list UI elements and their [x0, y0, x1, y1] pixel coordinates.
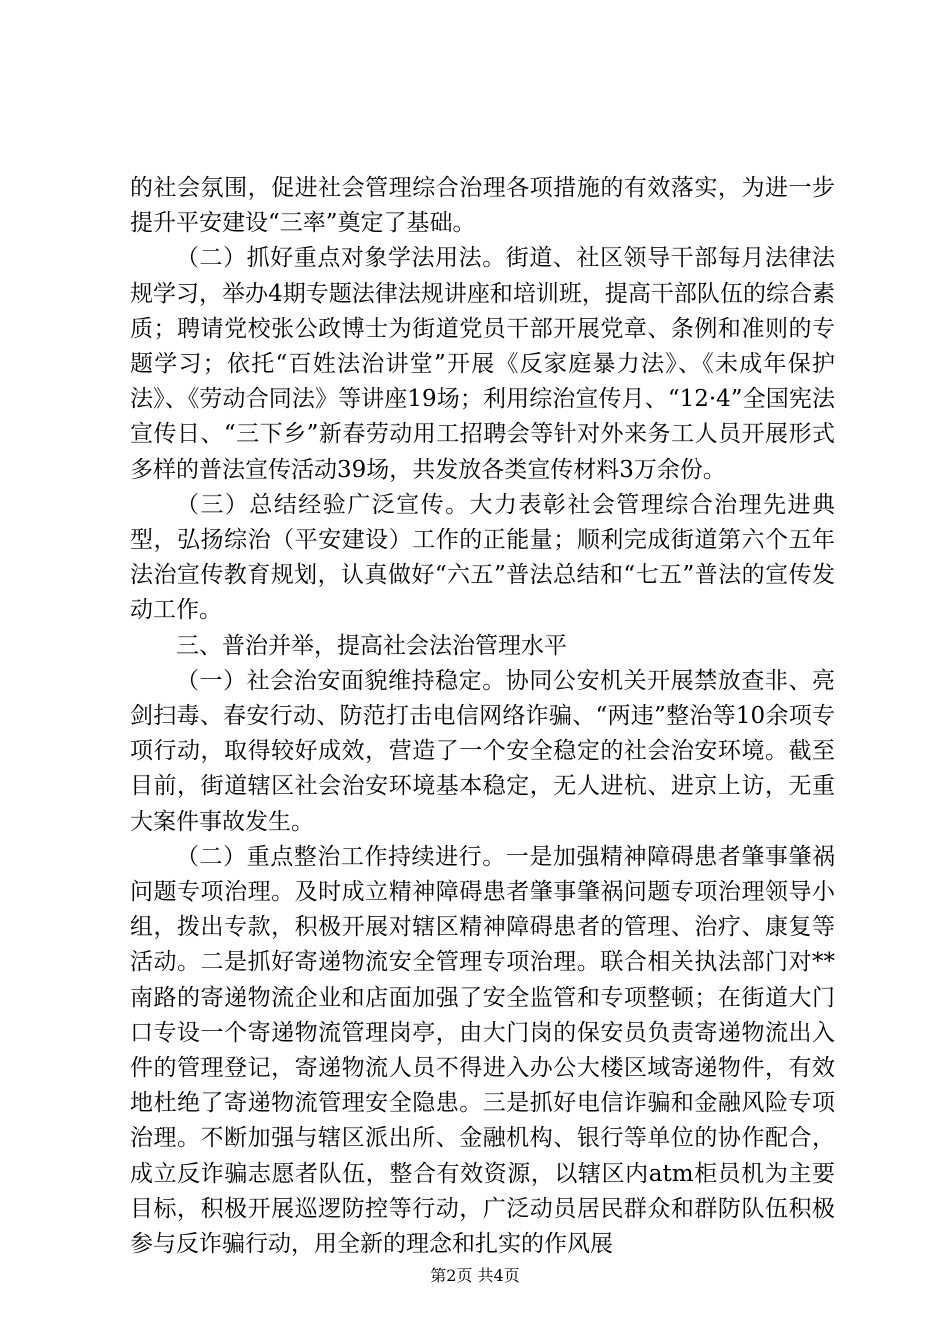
section-heading-three: 三、普治并举，提高社会法治管理水平: [176, 632, 567, 659]
paragraph-key-targets-law-study: （二）抓好重点对象学法用法。街道、社区领导干部每月法律法规学习，举办4期专题法律法规讲座和培训班，提高干部队伍的综合素质；聘请党校张公政博士为街道党员干部开展党章、条例和准则的专题学习；依托“百姓法治讲堂”开展《反家庭暴力法》、《未成年保护法》、《劳动合同法》等讲座19场；利用综治宣传月、“12·4”全国宪法宣传日、“三下乡”新春劳动用工招聘会等针对外来务工人员开展形式多样的普法宣传活动39场，共发放各类宣传材料3万余份。: [130, 245, 835, 483]
page-footer: 第2页 共4页: [430, 1266, 520, 1285]
paragraph-continuation: 的社会氛围，促进社会管理综合治理各项措施的有效落实，为进一步提升平安建设“三率”奠定了基础。: [130, 175, 835, 237]
document-body: [130, 171, 835, 1262]
paragraph-key-rectification: （二）重点整治工作持续进行。一是加强精神障碍患者肇事肇祸问题专项治理。及时成立精神障碍患者肇事肇祸问题专项治理领导小组，拨出专款，积极开展对辖区精神障碍患者的管理、治疗、康复等活动。二是抓好寄递物流安全管理专项治理。联合相关执法部门对**南路的寄递物流企业和店面加强了安全监管和专项整顿；在街道大门口专设一个寄递物流管理岗亭，由大门岗的保安员负责寄递物流出入件的管理登记，寄递物流人员不得进入办公大楼区域寄递物件，有效地杜绝了寄递物流管理安全隐患。三是抓好电信诈骗和金融风险专项治理。不断加强与辖区派出所、金融机构、银行等单位的协作配合，成立反诈骗志愿者队伍，整合有效资源，以辖区内atm柜员机为主要目标，积极开展巡逻防控等行动，广泛动员居民群众和群防队伍积极参与反诈骗行动，用全新的理念和扎实的作风展: [130, 843, 835, 1258]
paragraph-public-security: （一）社会治安面貌维持稳定。协同公安机关开展禁放查非、亮剑扫毒、春安行动、防范打击电信网络诈骗、“两违”整治等10余项专项行动，取得较好成效，营造了一个安全稳定的社会治安环境。截至目前，街道辖区社会治安环境基本稳定，无人进杭、进京上访，无重大案件事故发生。: [130, 667, 835, 835]
paragraph-experience-publicity: （三）总结经验广泛宣传。大力表彰社会管理综合治理先进典型，弘扬综治（平安建设）工作的正能量；顺利完成街道第六个五年法治宣传教育规划，认真做好“六五”普法总结和“七五”普法的宣传发动工作。: [130, 491, 835, 624]
